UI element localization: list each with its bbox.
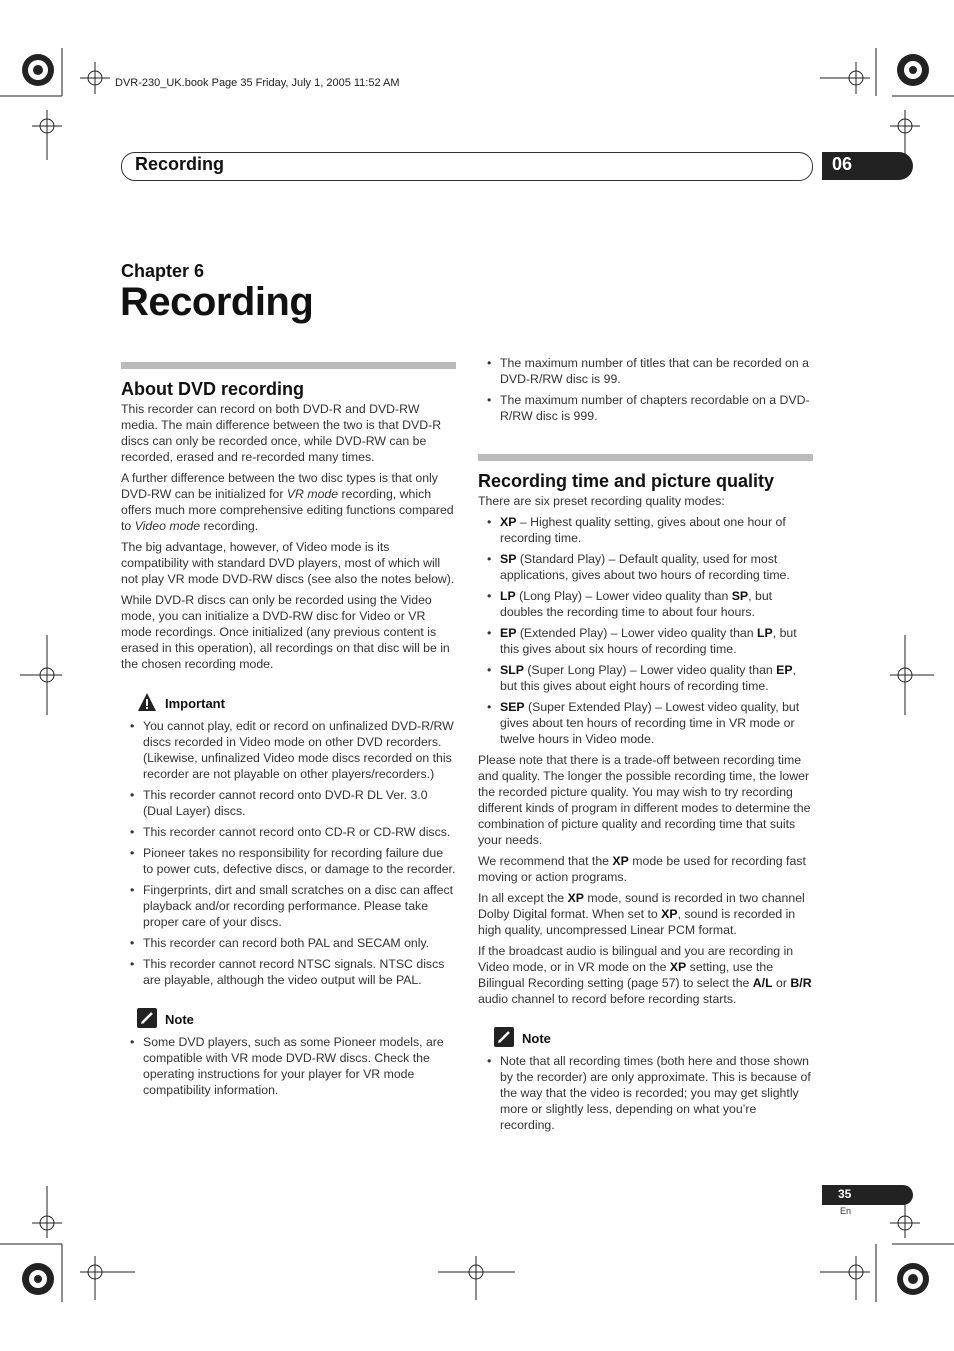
paragraph: The big advantage, however, of Video mode is its compatibility with standard DVD players, most of which will not play VR mode DVD-RW discs (see also the notes below). xyxy=(121,540,455,586)
list-item: • The maximum number of titles that can be recorded on a DVD-R/RW disc is 99. xyxy=(478,355,813,387)
list-item: • This recorder cannot record NTSC signals. NTSC discs are playable, although the video output will be PAL. xyxy=(121,956,456,988)
max-count-list xyxy=(478,355,813,424)
list-item: • Note that all recording times (both here and those shown by the recorder) are only approximate. This is because of the way that the video is recorded; you may get slightly more or slightly less, depending on what you’re recording. xyxy=(478,1053,813,1133)
paragraph: This recorder can record on both DVD-R and DVD-RW media. The main difference between the two is that DVD-R discs can only be recorded once, while DVD-RW can be recorded, erased and re-recorded many times. xyxy=(121,402,442,464)
list-item: • This recorder can record both PAL and SECAM only. xyxy=(121,935,456,951)
right-column xyxy=(478,355,813,1138)
mode-item-sep: • SEP (Super Extended Play) – Lowest video quality, but gives about ten hours of recording time in VR mode or twelve hours in Video mode. xyxy=(478,699,813,747)
note-label: Note xyxy=(165,1012,194,1027)
section-heading-about-dvd: About DVD recording xyxy=(121,379,304,399)
mode-item-sp: • SP (Standard Play) – Default quality, used for most applications, gives about two hours of recording time. xyxy=(478,551,813,583)
list-item: • Some DVD players, such as some Pioneer models, are compatible with VR mode DVD-RW discs. Check the operating instructions for your player for VR mode compatibility information. xyxy=(121,1034,456,1098)
list-item: • Fingerprints, dirt and small scratches on a disc can affect playback and/or recording performance. Please take proper care of your discs. xyxy=(121,882,456,930)
page-number: 35 xyxy=(838,1187,852,1201)
mode-item-slp: • SLP (Super Long Play) – Lower video quality than EP, but this gives about eight hours of recording time. xyxy=(478,662,813,694)
paragraph: We recommend that the XP mode be used for recording fast moving or action programs. xyxy=(478,854,806,884)
chapter-tab-number: 06 xyxy=(832,154,853,174)
header-title: Recording xyxy=(135,154,225,174)
note-pencil-icon xyxy=(494,1027,514,1047)
paragraph: While DVD-R discs can only be recorded using the Video mode, you can initialize a DVD-RW disc for Video or VR mode recordings. Once initialized (any previous content is erased in this operation), all recordings on that disc will be in the chosen recording mode. xyxy=(121,593,450,671)
important-list xyxy=(121,718,456,988)
note-list xyxy=(478,1053,813,1133)
section-bar xyxy=(121,362,456,369)
note-heading xyxy=(137,1006,456,1030)
warning-icon xyxy=(137,692,157,712)
paragraph: Please note that there is a trade-off between recording time and quality. The longer the possible recording time, the lower the recorded picture quality. You may wish to try recording different kinds of program in different modes to determine the combination of picture quality and recording time that suits your needs. xyxy=(478,753,811,847)
mode-item-xp: • XP – Highest quality setting, gives about one hour of recording time. xyxy=(478,514,813,546)
file-info-line: DVR-230_UK.book Page 35 Friday, July 1, 2005 11:52 AM xyxy=(115,77,400,89)
section-heading-recording-time: Recording time and picture quality xyxy=(478,471,775,491)
mode-item-ep: • EP (Extended Play) – Lower video quality than LP, but this gives about six hours of recording time. xyxy=(478,625,813,657)
paragraph: If the broadcast audio is bilingual and you are recording in Video mode, or in VR mode on the XP setting, use the Bilingual Recording setting (page 57) to select the A/L or B/R audio channel to record before recording starts. xyxy=(478,944,812,1006)
paragraph: A further difference between the two disc types is that only DVD-RW can be initialized for VR mode recording, which offers much more comprehensive editing functions compared to Video mode recording. xyxy=(121,471,454,533)
page-number-tab xyxy=(822,1185,913,1205)
quality-modes-list xyxy=(478,514,813,747)
note-heading xyxy=(494,1025,813,1049)
section-bar xyxy=(478,454,813,461)
paragraph: There are six preset recording quality modes: xyxy=(478,494,725,508)
note-pencil-icon xyxy=(137,1008,157,1028)
list-item: • This recorder cannot record onto CD-R or CD-RW discs. xyxy=(121,824,456,840)
list-item: • This recorder cannot record onto DVD-R DL Ver. 3.0 (Dual Layer) discs. xyxy=(121,787,456,819)
chapter-title: Recording xyxy=(120,280,314,324)
language-code: En xyxy=(840,1206,852,1216)
chapter-label: Chapter 6 xyxy=(121,261,205,281)
list-item: • The maximum number of chapters recordable on a DVD-R/RW disc is 999. xyxy=(478,392,813,424)
header-bar xyxy=(121,152,813,181)
important-label: Important xyxy=(165,696,225,711)
list-item: • You cannot play, edit or record on unfinalized DVD-R/RW discs recorded in Video mode on other DVD recorders. (Likewise, unfinalized Video mode discs recorded on this recorder are not playable on other players/recorders.) xyxy=(121,718,456,782)
left-column xyxy=(121,362,456,1103)
important-heading xyxy=(137,690,456,714)
mode-item-lp: • LP (Long Play) – Lower video quality than SP, but doubles the recording time to about four hours. xyxy=(478,588,813,620)
list-item: • Pioneer takes no responsibility for recording failure due to power cuts, defective discs, or damage to the recorder. xyxy=(121,845,456,877)
note-label: Note xyxy=(522,1031,551,1046)
paragraph: In all except the XP mode, sound is recorded in two channel Dolby Digital format. When set to XP, sound is recorded in high quality, uncompressed Linear PCM format. xyxy=(478,891,805,937)
note-list xyxy=(121,1034,456,1098)
